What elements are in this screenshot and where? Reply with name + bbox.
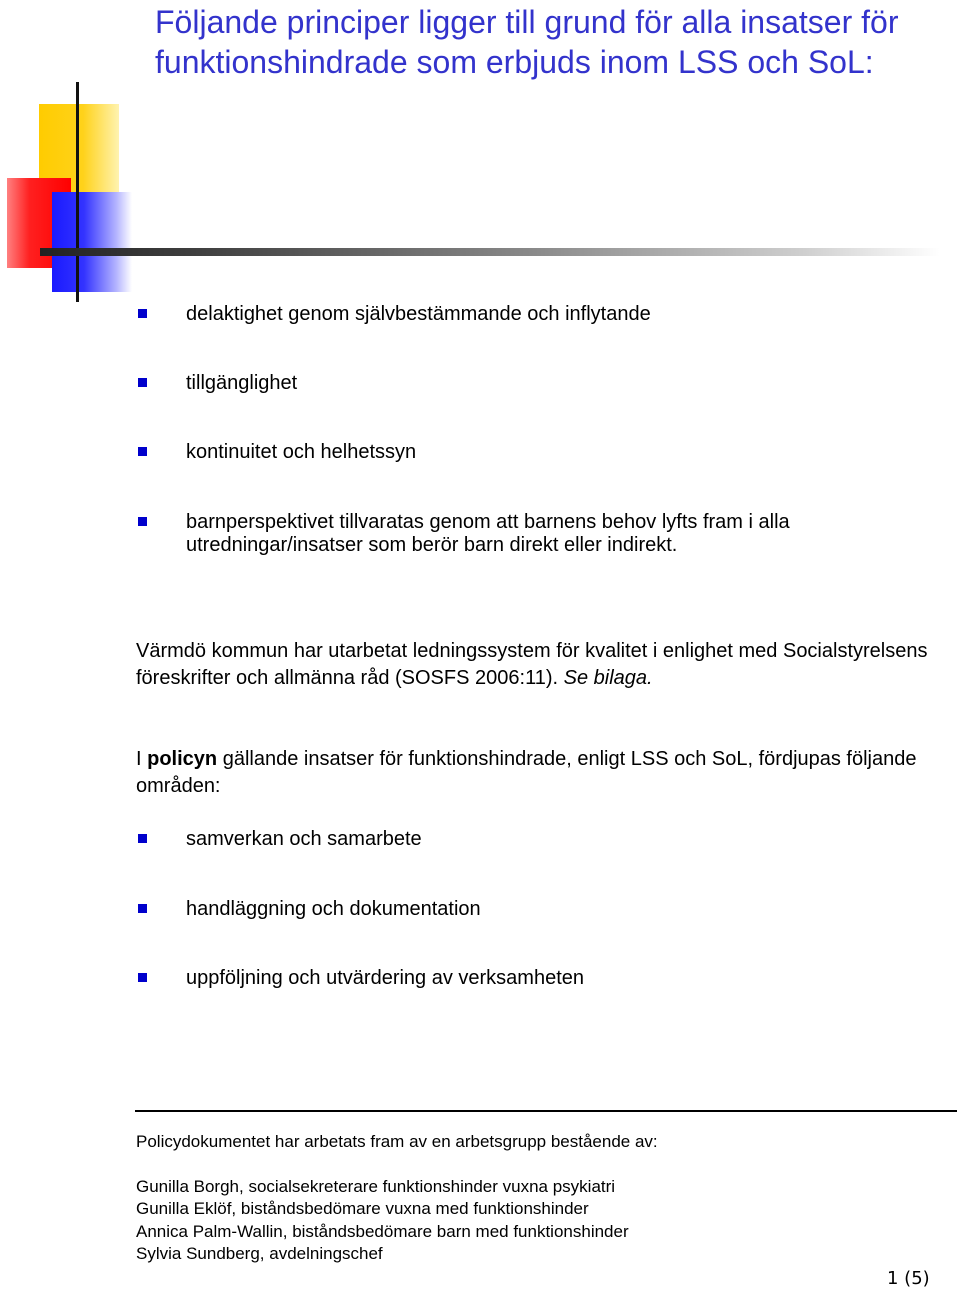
policy-text: gällande insatser för funktionshindrade, enligt LSS och SoL, fördjupas följande områden: [136, 748, 917, 797]
list-item-text: kontinuitet och helhetssyn [186, 441, 417, 463]
member-line: Gunilla Eklöf, biståndsbedömare vuxna med funktionshinder [136, 1199, 589, 1218]
footer-intro: Policydokumentet har arbetats fram av en arbetsgrupp bestående av: [136, 1132, 658, 1151]
policy-prefix: I [136, 748, 142, 770]
list-item-text: uppföljning och utvärdering av verksamheten [186, 967, 585, 989]
quality-text: Värmdö kommun har utarbetat ledningssystem för kvalitet i enlighet med Socialstyrelsens föreskrifter och allmänna råd (SOSFS 2006:11). [136, 640, 928, 689]
square-bullet-icon [138, 309, 147, 318]
slide-decoration [0, 70, 960, 310]
footer-divider [135, 1110, 957, 1112]
blue-square-decoration [52, 192, 132, 292]
member-line: Sylvia Sundberg, avdelningschef [136, 1244, 383, 1263]
list-item-text: delaktighet genom självbestämmande och inflytande [186, 303, 651, 325]
square-bullet-icon [138, 973, 147, 982]
page-number: 1 (5) [887, 1268, 930, 1289]
horizontal-line-decoration [40, 248, 940, 256]
list-item-text: tillgänglighet [186, 372, 298, 394]
list-item-text: handläggning och dokumentation [186, 898, 481, 920]
policy-paragraph [136, 746, 936, 800]
member-line: Annica Palm-Wallin, biståndsbedömare barn med funktionshinder [136, 1222, 629, 1241]
square-bullet-icon [138, 834, 147, 843]
list-item-text: barnperspektivet tillvaratas genom att barnens behov lyfts fram i alla utredningar/insatser som berör barn direkt eller indirekt. [186, 511, 790, 556]
vertical-line-decoration [76, 82, 79, 302]
square-bullet-icon [138, 447, 147, 456]
member-line: Gunilla Borgh, socialsekreterare funktionshinder vuxna psykiatri [136, 1177, 616, 1196]
square-bullet-icon [138, 517, 147, 526]
attachment-link[interactable]: Se bilaga. [563, 667, 653, 689]
page-title: Följande principer ligger till grund för alla insatser för funktionshindrade som erbjuds inom LSS och SoL: [155, 4, 899, 80]
policy-keyword: policyn [147, 748, 218, 770]
list-item-text: samverkan och samarbete [186, 828, 422, 850]
square-bullet-icon [138, 378, 147, 387]
quality-paragraph [136, 638, 936, 692]
square-bullet-icon [138, 904, 147, 913]
